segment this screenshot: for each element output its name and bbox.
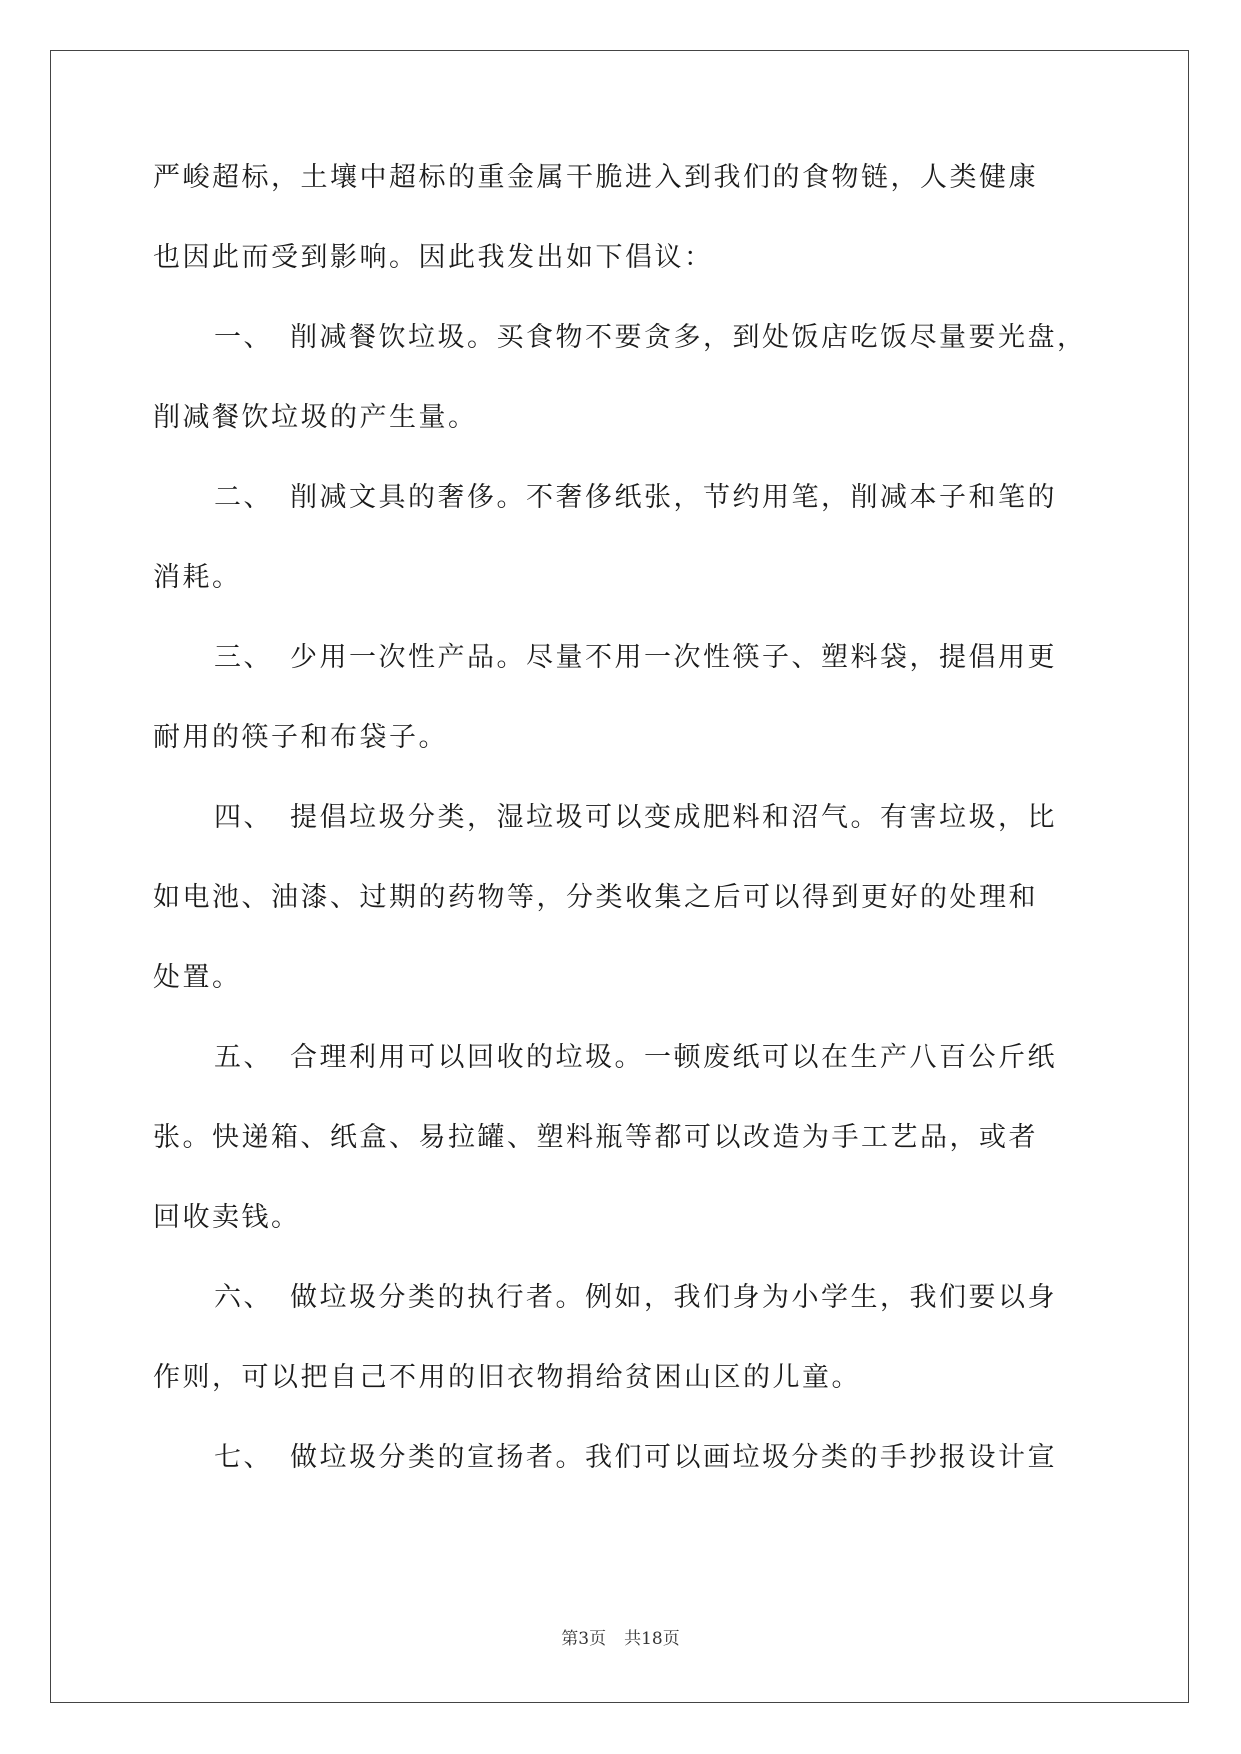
list-item-line bbox=[153, 484, 1088, 512]
paragraph-line bbox=[153, 1124, 1088, 1152]
paragraph-line bbox=[153, 884, 1088, 912]
paragraph-line bbox=[153, 244, 1088, 272]
line-text: 回收卖钱。 bbox=[153, 1202, 301, 1233]
paragraph-line bbox=[153, 1364, 1088, 1392]
document-body bbox=[153, 164, 1088, 1472]
line-text: 张。快递箱、纸盒、易拉罐、塑料瓶等都可以改造为手工艺品，或者 bbox=[153, 1122, 1038, 1153]
page-number-current: 第3页 bbox=[561, 1629, 607, 1649]
line-text: 削减餐饮垃圾。买食物不要贪多，到处饭店吃饭尽量要光盘， bbox=[290, 322, 1087, 353]
line-text: 做垃圾分类的宣扬者。我们可以画垃圾分类的手抄报设计宣 bbox=[290, 1442, 1057, 1473]
line-text: 严峻超标，土壤中超标的重金属干脆进入到我们的食物链，人类健康 bbox=[153, 162, 1038, 193]
list-number: 三、 bbox=[214, 642, 273, 673]
line-text: 少用一次性产品。尽量不用一次性筷子、塑料袋，提倡用更 bbox=[290, 642, 1057, 673]
line-text: 削减文具的奢侈。不奢侈纸张，节约用笔，削减本子和笔的 bbox=[290, 482, 1057, 513]
paragraph-line bbox=[153, 564, 1088, 592]
list-item-line bbox=[153, 1044, 1088, 1072]
list-number: 五、 bbox=[214, 1042, 273, 1073]
line-text: 合理利用可以回收的垃圾。一顿废纸可以在生产八百公斤纸 bbox=[290, 1042, 1057, 1073]
paragraph-line bbox=[153, 164, 1088, 192]
list-item-line bbox=[153, 324, 1088, 352]
paragraph-line bbox=[153, 404, 1088, 432]
line-text: 削减餐饮垃圾的产生量。 bbox=[153, 402, 478, 433]
list-number: 一、 bbox=[214, 322, 273, 353]
paragraph-line bbox=[153, 1204, 1088, 1232]
line-text: 提倡垃圾分类，湿垃圾可以变成肥料和沼气。有害垃圾，比 bbox=[290, 802, 1057, 833]
paragraph-line bbox=[153, 724, 1088, 752]
line-text: 如电池、油漆、过期的药物等，分类收集之后可以得到更好的处理和 bbox=[153, 882, 1038, 913]
line-text: 消耗。 bbox=[153, 562, 242, 593]
list-number: 四、 bbox=[214, 802, 273, 833]
page-number-total: 共18页 bbox=[624, 1629, 680, 1649]
line-text: 也因此而受到影响。因此我发出如下倡议： bbox=[153, 242, 714, 273]
list-number: 六、 bbox=[214, 1282, 273, 1313]
list-number: 七、 bbox=[214, 1442, 273, 1473]
list-item-line bbox=[153, 644, 1088, 672]
paragraph-line bbox=[153, 964, 1088, 992]
line-text: 做垃圾分类的执行者。例如，我们身为小学生，我们要以身 bbox=[290, 1282, 1057, 1313]
list-item-line bbox=[153, 1444, 1088, 1472]
list-item-line bbox=[153, 1284, 1088, 1312]
line-text: 作则，可以把自己不用的旧衣物捐给贫困山区的儿童。 bbox=[153, 1362, 861, 1393]
line-text: 处置。 bbox=[153, 962, 242, 993]
list-item-line bbox=[153, 804, 1088, 832]
line-text: 耐用的筷子和布袋子。 bbox=[153, 722, 448, 753]
page-footer bbox=[0, 1629, 1241, 1649]
list-number: 二、 bbox=[214, 482, 273, 513]
